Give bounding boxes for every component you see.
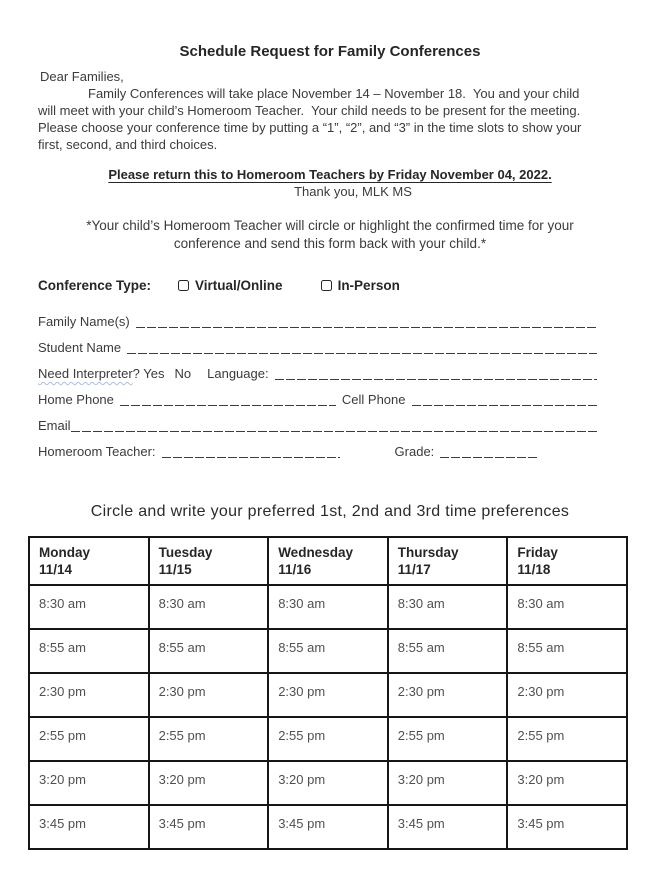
time-slot-cell[interactable]: 3:45 pm <box>268 805 388 849</box>
salutation: Dear Families, <box>40 69 124 84</box>
time-slot-cell[interactable]: 2:30 pm <box>149 673 269 717</box>
schedule-header-row <box>29 537 627 585</box>
schedule-table-body <box>29 585 627 849</box>
time-slot-cell[interactable]: 8:30 am <box>507 585 627 629</box>
schedule-row <box>29 629 627 673</box>
time-slot-cell[interactable]: 2:30 pm <box>507 673 627 717</box>
time-slot-cell[interactable]: 8:55 am <box>388 629 508 673</box>
intro-paragraph: Family Conferences will take place November 14 – November 18. You and your child will meet with your child’s Homeroom Teacher. Your child needs to be present for the meeting. Please choose your conference time by putting a “1”, “2”, and “3” in the time slots to show your first, second, and third choices. <box>38 86 588 152</box>
column-header-monday <box>29 537 149 585</box>
email-label: Email <box>38 418 71 433</box>
time-slot-cell[interactable]: 3:20 pm <box>268 761 388 805</box>
time-slot-cell[interactable]: 8:55 am <box>149 629 269 673</box>
schedule-table <box>28 536 628 850</box>
time-slot-cell[interactable]: 2:30 pm <box>268 673 388 717</box>
time-slot-cell[interactable]: 2:55 pm <box>149 717 269 761</box>
family-name-row <box>38 304 597 330</box>
email-field[interactable] <box>71 418 597 432</box>
time-slot-cell[interactable]: 8:55 am <box>268 629 388 673</box>
date-label: 11/14 <box>39 562 73 577</box>
conference-type-row <box>38 277 660 294</box>
family-name-field[interactable] <box>136 314 597 328</box>
time-slot-cell[interactable]: 2:55 pm <box>507 717 627 761</box>
time-slot-cell[interactable]: 3:45 pm <box>29 805 149 849</box>
cell-phone-field[interactable] <box>412 392 598 406</box>
time-slot-cell[interactable]: 2:30 pm <box>29 673 149 717</box>
interpreter-yes-label[interactable]: ? Yes <box>132 366 165 381</box>
need-interpreter-label: Need Interpreter <box>38 366 133 381</box>
cell-phone-label: Cell Phone <box>341 392 406 407</box>
time-slot-cell[interactable]: 3:20 pm <box>388 761 508 805</box>
time-slot-cell[interactable]: 2:55 pm <box>29 717 149 761</box>
homeroom-teacher-field[interactable] <box>162 444 340 458</box>
home-phone-field[interactable] <box>120 392 336 406</box>
time-slot-cell[interactable]: 2:55 pm <box>268 717 388 761</box>
schedule-row <box>29 761 627 805</box>
homeroom-teacher-label: Homeroom Teacher: <box>38 444 156 459</box>
option-in-person-label: In-Person <box>337 278 400 293</box>
conference-type-label: Conference Type: <box>38 278 152 293</box>
option-virtual-online[interactable] <box>178 277 283 294</box>
contact-fields <box>38 304 597 460</box>
homeroom-grade-row <box>38 434 597 460</box>
time-slot-cell[interactable]: 8:30 am <box>388 585 508 629</box>
column-header-tuesday <box>149 537 269 585</box>
day-label: Thursday <box>397 545 459 560</box>
family-name-label: Family Name(s) <box>38 314 130 329</box>
phone-row <box>38 382 597 408</box>
grade-label: Grade: <box>394 444 435 459</box>
column-header-thursday <box>388 537 508 585</box>
schedule-row <box>29 673 627 717</box>
time-slot-cell[interactable]: 8:30 am <box>29 585 149 629</box>
time-slot-cell[interactable]: 3:20 pm <box>29 761 149 805</box>
date-label: 11/15 <box>158 562 192 577</box>
day-label: Tuesday <box>158 545 213 560</box>
time-slot-cell[interactable]: 3:20 pm <box>507 761 627 805</box>
column-header-wednesday <box>268 537 388 585</box>
time-slot-cell[interactable]: 2:30 pm <box>388 673 508 717</box>
language-label: Language: <box>207 366 269 381</box>
time-slot-cell[interactable]: 8:55 am <box>29 629 149 673</box>
checkbox-virtual-online-icon[interactable] <box>178 280 189 291</box>
time-slot-cell[interactable]: 8:55 am <box>507 629 627 673</box>
student-name-field[interactable] <box>127 340 597 354</box>
time-slot-cell[interactable]: 3:45 pm <box>149 805 269 849</box>
checkbox-in-person-icon[interactable] <box>321 280 332 291</box>
date-label: 11/16 <box>278 562 312 577</box>
time-slot-cell[interactable]: 3:20 pm <box>149 761 269 805</box>
schedule-heading: Circle and write your preferred 1st, 2nd and 3rd time preferences <box>90 503 570 520</box>
home-phone-label: Home Phone <box>38 392 114 407</box>
time-slot-cell[interactable]: 8:30 am <box>268 585 388 629</box>
time-slot-cell[interactable]: 3:45 pm <box>388 805 508 849</box>
option-in-person[interactable] <box>321 277 400 294</box>
return-notice: Please return this to Homeroom Teachers by Friday November 04, 2022. <box>108 167 552 182</box>
grade-field[interactable] <box>440 444 538 458</box>
date-label: 11/18 <box>517 562 551 577</box>
schedule-row <box>29 805 627 849</box>
schedule-row <box>29 717 627 761</box>
column-header-friday <box>507 537 627 585</box>
signature-line: Thank you, MLK MS <box>294 184 412 199</box>
language-field[interactable] <box>275 366 597 380</box>
date-label: 11/17 <box>397 562 431 577</box>
time-slot-cell[interactable]: 2:55 pm <box>388 717 508 761</box>
page-title: Schedule Request for Family Conferences <box>179 43 481 60</box>
option-virtual-online-label: Virtual/Online <box>195 278 283 293</box>
time-slot-cell[interactable]: 8:30 am <box>149 585 269 629</box>
time-slot-cell[interactable]: 3:45 pm <box>507 805 627 849</box>
day-label: Monday <box>39 545 91 560</box>
schedule-row <box>29 585 627 629</box>
email-row <box>38 408 597 434</box>
day-label: Friday <box>517 545 558 560</box>
day-label: Wednesday <box>278 545 353 560</box>
interpreter-no-label[interactable]: No <box>174 366 192 381</box>
student-name-label: Student Name <box>38 340 122 355</box>
interpreter-row <box>38 356 597 382</box>
confirmation-note: *Your child’s Homeroom Teacher will circle or highlight the confirmed time for your conference and send this form back with your child.* <box>86 218 574 251</box>
student-name-row <box>38 330 597 356</box>
